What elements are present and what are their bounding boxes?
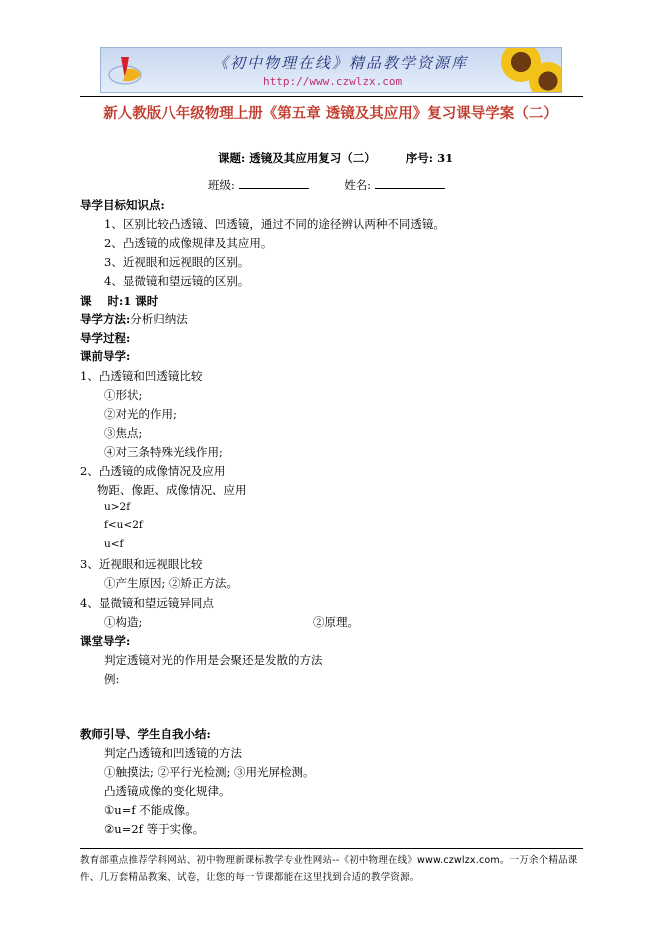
- pre-question-2: 2、凸透镜的成像情况及应用: [80, 464, 226, 478]
- pre-item: ③焦点;: [104, 426, 143, 440]
- seq-label: 序号:: [405, 151, 434, 165]
- summary-heading: 教师引导、学生自我小结:: [80, 727, 211, 741]
- summary-line: 凸透镜成像的变化规律。: [104, 784, 231, 798]
- name-label: 姓名:: [344, 178, 372, 192]
- method-value: 分析归纳法: [130, 312, 188, 326]
- pre-condition: u>2f: [104, 501, 131, 513]
- hours-value: 1 课时: [123, 294, 159, 308]
- lesson-line: [218, 150, 453, 166]
- pre-item: ②原理。: [313, 615, 359, 629]
- goals-heading: 导学目标知识点:: [80, 198, 165, 212]
- header-banner: [100, 47, 562, 93]
- document-title: 新人教版八年级物理上册《第五章 透镜及其应用》复习课导学案（二）: [103, 106, 558, 122]
- footer-rule: [80, 848, 583, 849]
- logo-icon: [107, 53, 147, 87]
- pre-item: ①产生原因; ②矫正方法。: [104, 576, 239, 590]
- pre-question-1: 1、凸透镜和凹透镜比较: [80, 369, 203, 383]
- class-heading: 课堂导学:: [80, 634, 131, 648]
- hours-line: [80, 293, 158, 309]
- class-label: 班级:: [208, 178, 235, 192]
- summary-line: ②u=2f 等于实像。: [104, 822, 205, 836]
- pre-question-3: 3、近视眼和远视眼比较: [80, 557, 203, 571]
- seq-value: 31: [437, 151, 454, 165]
- process-heading: 导学过程:: [80, 331, 131, 345]
- class-name-line: [208, 177, 445, 193]
- goal-item: 2、凸透镜的成像规律及其应用。: [104, 236, 273, 250]
- hours-label: 课 时:: [80, 294, 124, 308]
- method-label: 导学方法:: [80, 312, 131, 326]
- pre-condition: u<f: [104, 538, 124, 550]
- pre-condition: f<u<2f: [104, 519, 143, 531]
- pre-item: ④对三条特殊光线作用;: [104, 445, 223, 459]
- pre-item: ①构造;: [104, 615, 143, 629]
- header-rule: [80, 96, 583, 97]
- goal-item: 1、区别比较凸透镜、凹透镜，通过不同的途径辨认两种不同透镜。: [104, 217, 445, 231]
- banner-url[interactable]: http://www.czwlzx.com: [263, 75, 403, 88]
- pre-question-4: 4、显微镜和望远镜异同点: [80, 596, 214, 610]
- footer-note: 教育部重点推荐学科网站、初中物理新课标教学专业性网站--《初中物理在线》www.czwlzx.com。一万余个精品课件、几万套精品教案、试卷，让您的每一节课都能在这里找到合适的教学资源。: [80, 855, 578, 883]
- pre-subline: 物距、像距、成像情况、应用: [97, 483, 247, 497]
- name-blank: [375, 177, 445, 189]
- pre-item: ①形状;: [104, 388, 143, 402]
- lesson-topic: 透镜及其应用复习（二）: [249, 151, 376, 165]
- summary-line: 判定凸透镜和凹透镜的方法: [104, 746, 242, 760]
- lesson-label: 课题:: [218, 151, 246, 165]
- class-guide-line: 判定透镜对光的作用是会聚还是发散的方法: [104, 653, 323, 667]
- method-line: [80, 311, 188, 327]
- banner-title: 《初中物理在线》精品教学资源库: [213, 54, 469, 72]
- goal-item: 3、近视眼和远视眼的区别。: [104, 255, 250, 269]
- goal-item: 4、显微镜和望远镜的区别。: [104, 274, 250, 288]
- pre-item: ②对光的作用;: [104, 407, 177, 421]
- summary-line: ①触摸法; ②平行光检测; ③用光屏检测。: [104, 765, 315, 779]
- summary-line: ①u=f 不能成像。: [104, 803, 197, 817]
- pre-heading: 课前导学:: [80, 349, 131, 363]
- sunflower-icon: [529, 62, 562, 93]
- class-blank: [239, 177, 309, 189]
- class-example: 例:: [104, 672, 120, 686]
